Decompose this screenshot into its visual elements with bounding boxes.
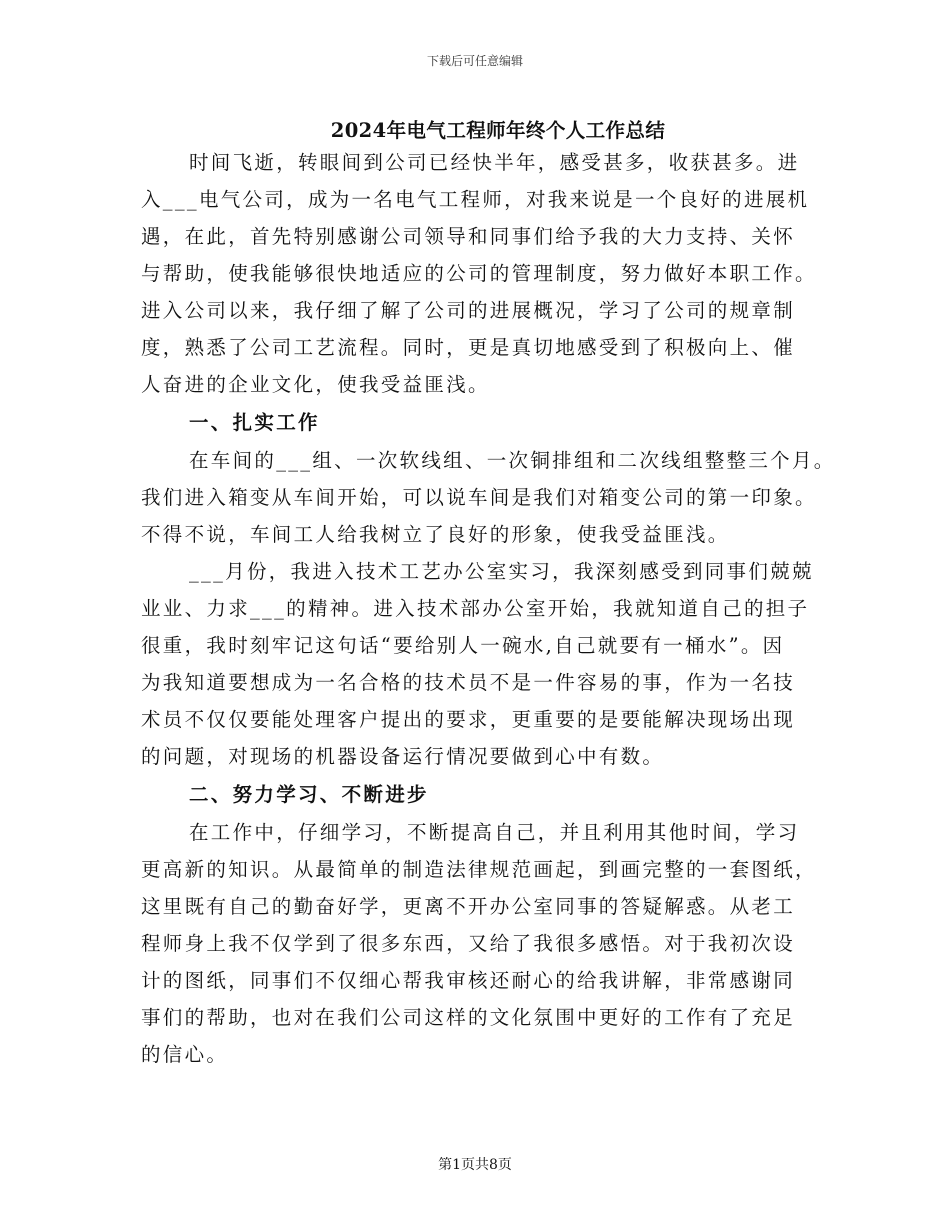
paragraph-line: 遇，在此，首先特别感谢公司领导和同事们给予我的大力支持、关怀 — [141, 225, 796, 248]
paragraph-line: 在工作中，仔细学习，不断提高自己，并且利用其他时间，学习 — [189, 821, 800, 844]
paragraph-line: 在车间的___组、一次软线组、一次铜排组和二次线组整整三个月。 — [189, 449, 836, 472]
paragraph-line: 的信心。 — [141, 1043, 229, 1066]
paragraph-line: ___月份，我进入技术工艺办公室实习，我深刻感受到同事们兢兢 — [189, 560, 814, 583]
paragraph-line: 这里既有自己的勤奋好学，更离不开办公室同事的答疑解惑。从老工 — [141, 895, 796, 918]
paragraph-line: 不得不说，车间工人给我树立了良好的形象，使我受益匪浅。 — [141, 523, 730, 546]
paragraph-line: 计的图纸，同事们不仅细心帮我审核还耐心的给我讲解，非常感谢同 — [141, 969, 796, 992]
paragraph-line: 时间飞逝，转眼间到公司已经快半年，感受甚多，收获甚多。进 — [189, 151, 800, 174]
paragraph-line: 术员不仅仅要能处理客户提出的要求，更重要的是要能解决现场出现 — [141, 708, 796, 731]
header-note: 下载后可任意编辑 — [426, 54, 523, 68]
paragraph-line: 我们进入箱变从车间开始，可以说车间是我们对箱变公司的第一印象。 — [141, 486, 817, 509]
paragraph-line: 程师身上我不仅学到了很多东西，又给了我很多感悟。对于我初次设 — [141, 932, 796, 955]
paragraph-line: 度，熟悉了公司工艺流程。同时，更是真切地感受到了积极向上、催 — [141, 336, 796, 359]
section-heading: 一、扎实工作 — [189, 411, 320, 434]
paragraph-line: 人奋进的企业文化，使我受益匪浅。 — [141, 373, 490, 396]
paragraph-line: 业业、力求___的精神。进入技术部办公室开始，我就知道自己的担子 — [141, 597, 810, 620]
paragraph-line: 进入公司以来，我仔细了解了公司的进展概况，学习了公司的规章制 — [141, 299, 796, 322]
paragraph-line: 更高新的知识。从最简单的制造法律规范画起，到画完整的一套图纸， — [141, 858, 817, 881]
paragraph-line: 事们的帮助，也对在我们公司这样的文化氛围中更好的工作有了充足 — [141, 1006, 796, 1029]
document-title: 2024年电气工程师年终个人工作总结 — [330, 119, 666, 142]
section-heading: 二、努力学习、不断进步 — [189, 783, 429, 806]
paragraph-line: 的问题，对现场的机器设备运行情况要做到心中有数。 — [141, 745, 665, 768]
paragraph-line: 入___电气公司，成为一名电气工程师，对我来说是一个良好的进展机 — [141, 188, 810, 211]
paragraph-line: 与帮助，使我能够很快地适应的公司的管理制度，努力做好本职工作。 — [141, 262, 817, 285]
paragraph-line: 为我知道要想成为一名合格的技术员不是一件容易的事，作为一名技 — [141, 671, 796, 694]
page-number: 第1页共8页 — [438, 1157, 512, 1173]
paragraph-line: 很重，我时刻牢记这句话“要给别人一碗水,自己就要有一桶水”。因 — [141, 634, 785, 657]
